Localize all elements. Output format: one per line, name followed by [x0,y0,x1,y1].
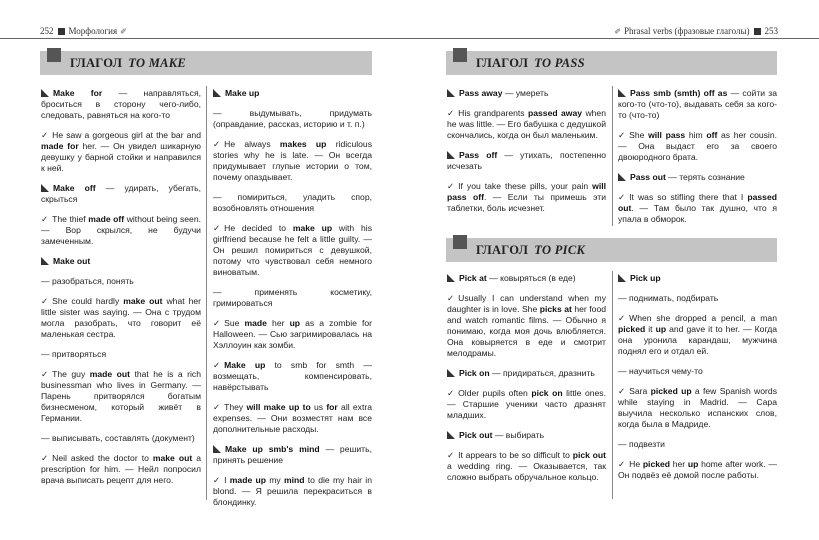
phrase-highlight: make out [152,453,193,463]
title-prefix: ГЛАГОЛ [70,56,123,70]
example-sentence [41,369,201,424]
example-sentence [213,139,372,183]
text-segment: ridiculous stories why he is late. — Он всегда придумывает глупые истории о том, почему опаздывает. [213,139,372,182]
phrasal-verb-entry [447,150,606,172]
example-sentence [618,130,777,163]
text-segment: a wedding ring. — Оказывается, так сложно выбрать обручальное кольцо. [447,461,606,482]
text-segment: He [629,459,643,469]
text-segment: — удирать, убегать, скрыться [41,183,201,204]
check-mark-icon: ✓ [447,181,455,191]
text-segment: They [224,402,247,412]
text-segment: — решить, принять решение [213,444,372,465]
phrasal-verb-entry [447,430,606,441]
text-segment: It appears to be so difficult to [458,450,573,460]
example-sentence [213,318,372,351]
phrase-highlight: Pick out [459,430,493,440]
text-segment: her food and watch romantic films. — Обычно я понимаю, когда моя дочь влюбляется. Она ковыряется в еде и смотрит мелодрамы. [447,304,607,358]
phrase-highlight: pick on [531,388,563,398]
text-segment: to die my hair in blond. — Я решила перекраситься в блондинку. [213,475,372,507]
pen-icon: ✐ [120,27,127,36]
column [618,273,777,490]
example-sentence [41,214,201,247]
text-segment: with his girlfriend because he felt a little guilty. — Он решил помириться с девушкой, потому что чувствовал себя немного виноватым. [213,223,372,277]
example-sentence [447,108,606,141]
text-segment: — помириться, уладить спор, возобновлять отношения [213,192,372,213]
meaning-line [41,276,201,287]
phrasal-verb-entry [618,172,777,183]
text-segment: us [310,402,327,412]
text-segment: He always [224,139,280,149]
phrase-highlight: Make up [224,360,266,370]
title-prefix: ГЛАГОЛ [476,243,529,257]
column-divider [206,86,207,500]
phrase-highlight: up [687,459,699,469]
title-verb: TO MAKE [128,56,187,70]
text-segment: I [224,475,230,485]
check-mark-icon: ✓ [447,450,455,460]
phrase-highlight: will pass [648,130,686,140]
text-segment: all extra expenses. — Они возместят нам все дополнительные расходы. [213,402,372,434]
example-sentence [447,450,606,483]
text-segment: what her little sister was saying. — Она с трудом могла разобрать, что говорит её маленькая сестра. [41,296,201,339]
text-segment: — выписывать, составлять (документ) [41,433,195,443]
phrase-highlight: pick out [572,450,606,460]
check-mark-icon: ✓ [618,386,626,396]
phrase-highlight: made [244,318,267,328]
triangle-marker-icon [618,172,626,183]
check-mark-icon: ✓ [213,475,221,485]
triangle-marker-icon [213,88,221,99]
example-sentence [447,388,606,421]
text-segment: — направляться, броситься в сторону чего-либо, следовать, равняться на кого-то [41,88,201,120]
section-title [476,243,585,258]
example-sentence [618,192,777,225]
text-segment: Usually I can understand when my daughter is in love. She [447,293,606,314]
text-segment: as a zombie for Halloween. — Сью загримировалась на Хэллоуин как зомби. [213,318,372,350]
phrase-highlight: Make off [53,183,96,193]
column [213,88,372,517]
check-mark-icon: ✓ [213,223,221,233]
section-title [70,56,186,71]
text-segment: Neil asked the doctor to [52,453,153,463]
section-banner-make [40,51,372,75]
text-segment: If you take these pills, your pain [458,181,593,191]
text-segment: without being seen. — Вор скрылся, не будучи замеченным. [41,214,202,246]
text-segment: him [685,130,707,140]
phrasal-verb-entry [213,444,372,466]
column-divider [612,86,613,226]
phrasal-verb-entry [213,88,372,99]
example-sentence [41,296,201,340]
text-segment: Sue [224,318,245,328]
text-segment: Sara [629,386,651,396]
text-segment: The thief [52,214,89,224]
phrase-highlight: up [289,318,301,328]
meaning-line [213,192,372,214]
phrasal-verb-entry [41,183,201,205]
meaning-line [213,108,372,130]
check-mark-icon: ✓ [213,402,221,412]
check-mark-icon: ✓ [618,130,626,140]
text-segment: — разобраться, понять [41,276,134,286]
meaning-line [618,366,777,377]
pen-icon: ✐ [614,27,622,36]
text-segment: His grandparents [458,108,528,118]
example-sentence [213,223,372,278]
section-title [476,56,585,71]
column [447,273,606,492]
phrasal-verb-entry [447,368,606,379]
phrase-highlight: passed out [618,192,777,213]
triangle-marker-icon [618,273,626,284]
phrase-highlight: Pick on [459,368,490,378]
text-segment: — выбирать [492,430,545,440]
phrase-highlight: Make up smb's mind [225,444,320,454]
example-sentence [41,453,201,486]
meaning-line [41,433,201,444]
text-segment: to smb for smth — возмещать, компенсировать, навёрстывать [213,360,372,392]
phrase-highlight: picked up [650,386,692,396]
check-mark-icon: ✓ [447,293,455,303]
triangle-marker-icon [447,273,455,284]
check-mark-icon: ✓ [618,459,626,469]
phrase-highlight: Pass out [630,172,666,182]
text-segment: — утихать, постепенно исчезать [447,150,606,171]
phrasal-verb-entry [447,88,606,99]
text-segment: Older pupils often [458,388,532,398]
example-sentence [41,130,201,174]
text-segment: She could hardly [52,296,124,306]
phrase-highlight: make up [292,223,333,233]
text-segment: little ones. — Старшие ученики часто дразнят младших. [447,388,606,420]
phrase-highlight: Make for [53,88,103,98]
text-segment: a prescription for him. — Нейл попросил врача выписать рецепт для него. [41,453,201,485]
text-segment: . — Там было так душно, что я упала в обморок. [618,203,777,224]
triangle-marker-icon [213,444,221,455]
phrasal-verb-entry [41,256,201,267]
meaning-line [618,439,777,450]
title-prefix: ГЛАГОЛ [476,56,529,70]
check-mark-icon: ✓ [213,139,221,149]
example-sentence [447,181,606,214]
text-segment: — ковыряться (в еде) [486,273,576,283]
phrase-highlight: make out [123,296,163,306]
example-sentence [618,386,777,430]
triangle-marker-icon [447,150,455,161]
section-banner-pick [446,238,777,262]
triangle-marker-icon [447,430,455,441]
phrase-highlight: mind [284,475,305,485]
column [41,88,201,495]
square-marker-icon [47,48,61,62]
text-segment: It was so stifling there that I [629,192,748,202]
section-banner-pass [446,51,777,75]
column-divider [612,271,613,499]
check-mark-icon: ✓ [447,108,455,118]
phrase-highlight: made off [88,214,125,224]
phrase-highlight: Pass off [459,150,498,160]
phrase-highlight: picked [642,459,671,469]
phrase-highlight: picked [618,324,646,334]
text-segment: He decided to [224,223,293,233]
left-running-head [40,26,130,36]
text-segment: He saw a gorgeous girl at the bar and [52,130,201,140]
page-number: 252 [40,26,54,36]
phrase-highlight: makes up [279,139,327,149]
header-rule [0,38,819,39]
text-segment: — подвезти [618,439,665,449]
phrase-highlight: Pass smb (smth) off as [630,88,728,98]
example-sentence [447,293,606,359]
phrase-highlight: passed away [528,108,583,118]
meaning-line [213,287,372,309]
text-segment: — сойти за кого-то (что-то), выдавать себя за кого-то (что-то) [618,88,778,120]
text-segment: her. — Он увидел шикарную девушку у барной стойки и направился к ней. [41,141,201,173]
check-mark-icon: ✓ [447,388,455,398]
text-segment: When she dropped a pencil, a man [629,313,777,323]
column [447,88,606,223]
meaning-line [618,293,777,304]
phrase-highlight: for [326,402,338,412]
triangle-marker-icon [447,88,455,99]
check-mark-icon: ✓ [213,360,221,370]
phrasal-verb-entry [618,273,777,284]
square-marker-icon [453,235,467,249]
triangle-marker-icon [447,368,455,379]
check-mark-icon: ✓ [41,369,49,379]
triangle-marker-icon [41,88,49,99]
title-verb: TO PASS [534,56,585,70]
check-mark-icon: ✓ [41,296,49,306]
phrase-highlight: Make out [53,256,91,266]
phrase-highlight: made up [229,475,266,485]
triangle-marker-icon [618,88,626,99]
check-mark-icon: ✓ [618,192,626,202]
text-segment: — притворяться [41,349,107,359]
text-segment: as her cousin. — Она выдаст его за своего двоюродного брата. [618,130,777,162]
title-verb: TO PICK [534,243,586,257]
text-segment: She [629,130,649,140]
text-segment: a few Spanish words while staying in Madrid. — Сара выучила несколько испанских слов, когда была в Мадриде. [618,386,777,429]
phrase-highlight: will make up to [246,402,311,412]
example-sentence [618,459,777,481]
phrase-highlight: picks at [539,304,572,314]
text-segment: it [645,324,656,334]
text-segment: and gave it to her. — Когда она уронила карандаш, мужчина поднял его и отдал ей. [618,324,777,356]
phrase-highlight: will pass off [447,181,606,202]
square-bullet-icon [754,28,761,35]
phrase-highlight: made for [41,141,79,151]
phrasal-verb-entry [447,273,606,284]
phrase-highlight: up [655,324,667,334]
example-sentence [213,402,372,435]
text-segment: my [266,475,284,485]
triangle-marker-icon [41,183,49,194]
check-mark-icon: ✓ [618,313,626,323]
section-name: Phrasal verbs (фразовые глаголы) [624,26,750,36]
text-segment: — поднимать, подбирать [618,293,719,303]
text-segment: home after work. — Он подвёз её домой после работы. [618,459,777,480]
square-marker-icon [453,48,467,62]
section-name: Морфология [68,26,118,36]
phrasal-verb-entry [618,88,777,121]
page-number: 253 [764,26,778,36]
example-sentence [213,360,372,393]
phrase-highlight: made out [89,369,130,379]
phrase-highlight: Make up [225,88,260,98]
phrase-highlight: off [706,130,718,140]
text-segment: — придираться, дразнить [489,368,595,378]
phrase-highlight: Pick up [630,273,661,283]
text-segment: — выдумывать, придумать (оправдание, рассказ, историю и т. п.) [213,108,372,129]
text-segment: when he was little. — Его бабушка с дедушкой скончались, когда он был маленьким. [447,108,606,140]
right-running-head [611,26,778,36]
text-segment: . — Если ты примешь эти таблетки, боль исчезнет. [447,192,606,213]
text-segment: her [670,459,688,469]
text-segment: her [266,318,290,328]
text-segment: The guy [52,369,90,379]
column [618,88,777,234]
text-segment: — научиться чему-то [618,366,703,376]
example-sentence [213,475,372,508]
check-mark-icon: ✓ [41,130,49,140]
example-sentence [618,313,777,357]
phrase-highlight: Pass away [459,88,503,98]
check-mark-icon: ✓ [41,214,49,224]
check-mark-icon: ✓ [41,453,49,463]
phrase-highlight: Pick at [459,273,487,283]
check-mark-icon: ✓ [213,318,221,328]
square-bullet-icon [58,28,65,35]
phrasal-verb-entry [41,88,201,121]
triangle-marker-icon [41,256,49,267]
text-segment: — применять косметику, гримироваться [213,287,372,308]
text-segment: — терять сознание [665,172,745,182]
text-segment: — умереть [502,88,549,98]
text-segment: that he is a rich businessman who lives in Germany. — Парень притворялся богатым бизнесменом, который живёт в Германии. [41,369,201,423]
meaning-line [41,349,201,360]
